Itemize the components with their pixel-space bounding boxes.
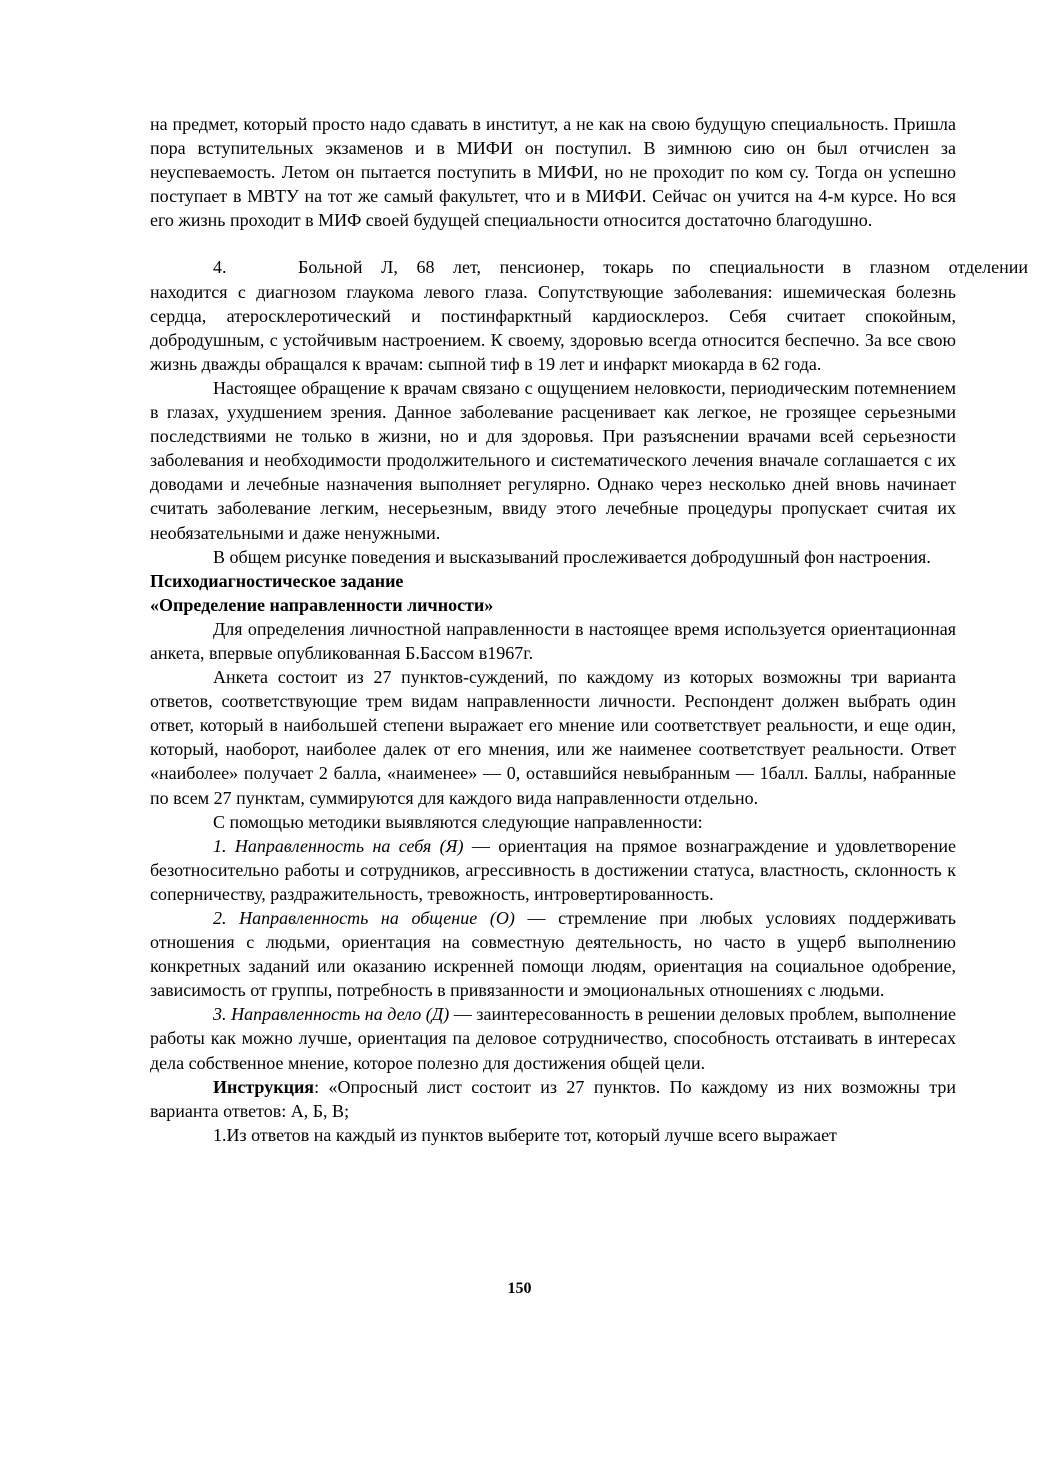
paragraph-method: С помощью методики выявляются следующие направленности: [213,811,703,832]
section-subheading: «Определение направленности личности» [150,594,494,615]
page-number: 150 [507,1280,532,1297]
instruction-item-1: 1.Из ответов на каждый из пунктов выберите тот, который лучше всего выражает [213,1124,837,1145]
case-text: находится с диагнозом глаукома левого глаза. Сопутствующие заболевания: ишемическая болезнь сердца, атеросклеротический и постинфарктный кардиосклероз. Себя считает спокойным, добродушным, с устойчивым настроением. К своему, здоровью всегда относится беспечно. За все свою жизнь дважды обращался к врачам: сыпной тиф в 19 лет и инфаркт миокарда в 62 года. [150,281,956,374]
direction-business-term: 3. Направленность на дело (Д) [213,1004,450,1025]
direction-communication [150,906,956,1002]
paragraph-mood: В общем рисунке поведения и высказываний прослеживается добродушный фон настроения. [213,546,931,567]
instruction-label: Инструкция [213,1076,315,1097]
paragraph-continuation: на предмет, который просто надо сдавать в институт, а не как на свою будущую специальность. Пришла пора вступительных экзаменов и в МИФИ он поступил. В зимнюю сию он был отчислен за неуспеваемость. Летом он пытается поступить в МИФИ, но не проходит по ком су. Тогда он успешно поступает в МВТУ на тот же самый факультет, что и в МИФИ. Сейчас он учится на 4-м курсе. Но вся его жизнь проходит в МИФ своей будущей специальности относится достаточно благодушно. [150,114,956,231]
paragraph-intro: Для определения личностной направленности в настоящее время используется ориентационная анкета, впервые опубликованная Б.Бассом в1967г. [150,618,956,663]
direction-business-text: — заинтересованность в решении деловых проблем, выполнение работы как можно лучше, ориентация па деловое сотрудничество, способность отстаивать в интересах дела собственное мнение, которое полезно для достижения общей цели. [150,1004,956,1073]
paragraph-treatment: Настоящее обращение к врачам связано с ощущением неловкости, периодическим потемнением в глазах, ухудшением зрения. Данное заболевание расценивает как легкое, не грозящее серьезными последствиями не только в жизни, но и для здоровья. При разъяснении врачами всей серьезности заболевания и необходимости продолжительного и систематического лечения вначале соглашается с их доводами и лечебные назначения выполняет регулярно. Однако через несколько дней вновь начинает считать заболевание легким, несерьезным, ввиду этого лечебные процедуры пропускает считая их необязательными и даже ненужными. [150,377,956,543]
section-heading: Психодиагностическое задание [150,570,404,591]
instruction-text: : «Опросный лист состоит из 27 пунктов. По каждому из них возможны три варианта ответов: А, Б, В; [150,1076,956,1121]
paragraph-questionnaire: Анкета состоит из 27 пунктов-суждений, по каждому из которых возможны три варианта ответов, соответствующие трем видам направленности личности. Респондент должен выбрать один ответ, который в наибольшей степени выражает его мнение или соответствует реальности, и еще один, который, наоборот, наиболее далек от его мнения, или же наименее соответствует реальности. Ответ «наиболее» получает 2 балла, «наименее» — 0, оставшийся невыбранным — 1балл. Баллы, набранные по всем 27 пунктам, суммируются для каждого вида направленности отдельно. [150,667,956,808]
direction-communication-text: — стремление при любых условиях поддерживать отношения с людьми, ориентация на совместную деятельность, но часто в ущерб выполнению конкретных заданий или оказанию искренней помощи людям, ориентация на социальное одобрение, зависимость от группы, потребность в привязанности и эмоциональных отношениях с людьми. [150,908,956,1001]
case-4 [150,255,1028,375]
direction-communication-term: 2. Направленность на общение (О) [213,908,515,928]
instruction [150,1075,956,1123]
page-content [150,112,1028,1147]
direction-business [150,1002,956,1074]
direction-self [150,834,956,906]
case-number: 4. [213,257,227,278]
direction-self-text: — ориентация на прямое вознаграждение и удовлетворение безотносительно работы и сотрудников, агрессивность в достижении статуса, властность, склонность к соперничеству, раздражительность, тревожность, интровертированность. [150,835,956,904]
case-first-line: Больной Л, 68 лет, пенсионер, токарь по специальности в глазном отделении [298,257,1028,278]
spacer [150,232,956,255]
direction-self-term: 1. Направленность на себя (Я) [213,835,464,856]
